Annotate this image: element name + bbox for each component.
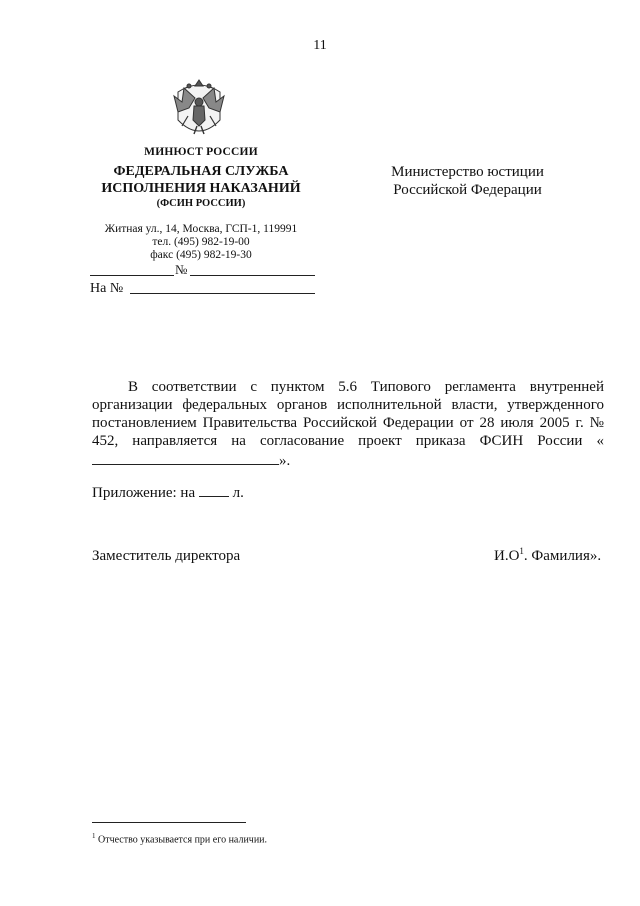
footnote [92,832,267,845]
order-title-blank [92,450,279,465]
outgoing-number-field [90,262,315,278]
body-paragraph [92,378,604,470]
service-name-line2: ИСПОЛНЕНИЯ НАКАЗАНИЙ [101,181,301,196]
ministry-name: МИНЮСТ РОССИИ [144,146,258,158]
outgoing-number-blank [190,275,315,276]
quote-close: ». [279,453,291,469]
service-name-line1: ФЕДЕРАЛЬНАЯ СЛУЖБА [113,164,289,179]
signatory-name [494,546,601,565]
reply-to-field [90,279,315,297]
name-prefix: И.О [494,548,520,564]
number-sign: № [175,262,188,277]
reply-to-blank [130,293,315,294]
phone: тел. (495) 982-19-00 [152,236,250,248]
reply-to-label: На № [90,281,124,296]
footnote-text: Отчество указывается при его наличии. [98,834,268,846]
name-suffix: . Фамилия». [523,548,602,564]
page-number: 11 [313,38,327,53]
fax: факс (495) 982-19-30 [150,249,252,261]
outgoing-date-blank [90,275,174,276]
quote-open: « [596,433,604,449]
service-abbreviation: (ФСИН РОССИИ) [156,198,246,209]
footnote-divider [92,822,246,823]
footnote-mark: 1 [92,832,96,840]
attachment-label: Приложение: на [92,485,196,501]
footnote-reference: 1 [519,546,524,556]
address: Житная ул., 14, Москва, ГСП-1, 119991 [104,223,298,235]
signatory-position: Заместитель директора [92,548,241,564]
attachment-line [92,484,244,502]
attachment-pages-blank [199,484,229,497]
body-text: В соответствии с пунктом 5.6 Типового регламента внутренней организации федеральных органов исполнительной власти, утвержденного постановлением Правительства Российской Федерации от 28 июля 2005 г. № 452, направляется на согласование проект приказа ФСИН России [92,379,604,449]
coat-of-arms-icon [164,72,234,146]
recipient-line1: Министерство юстиции [391,164,544,180]
attachment-unit: л. [232,485,244,501]
recipient-line2: Российской Федерации [393,182,542,198]
